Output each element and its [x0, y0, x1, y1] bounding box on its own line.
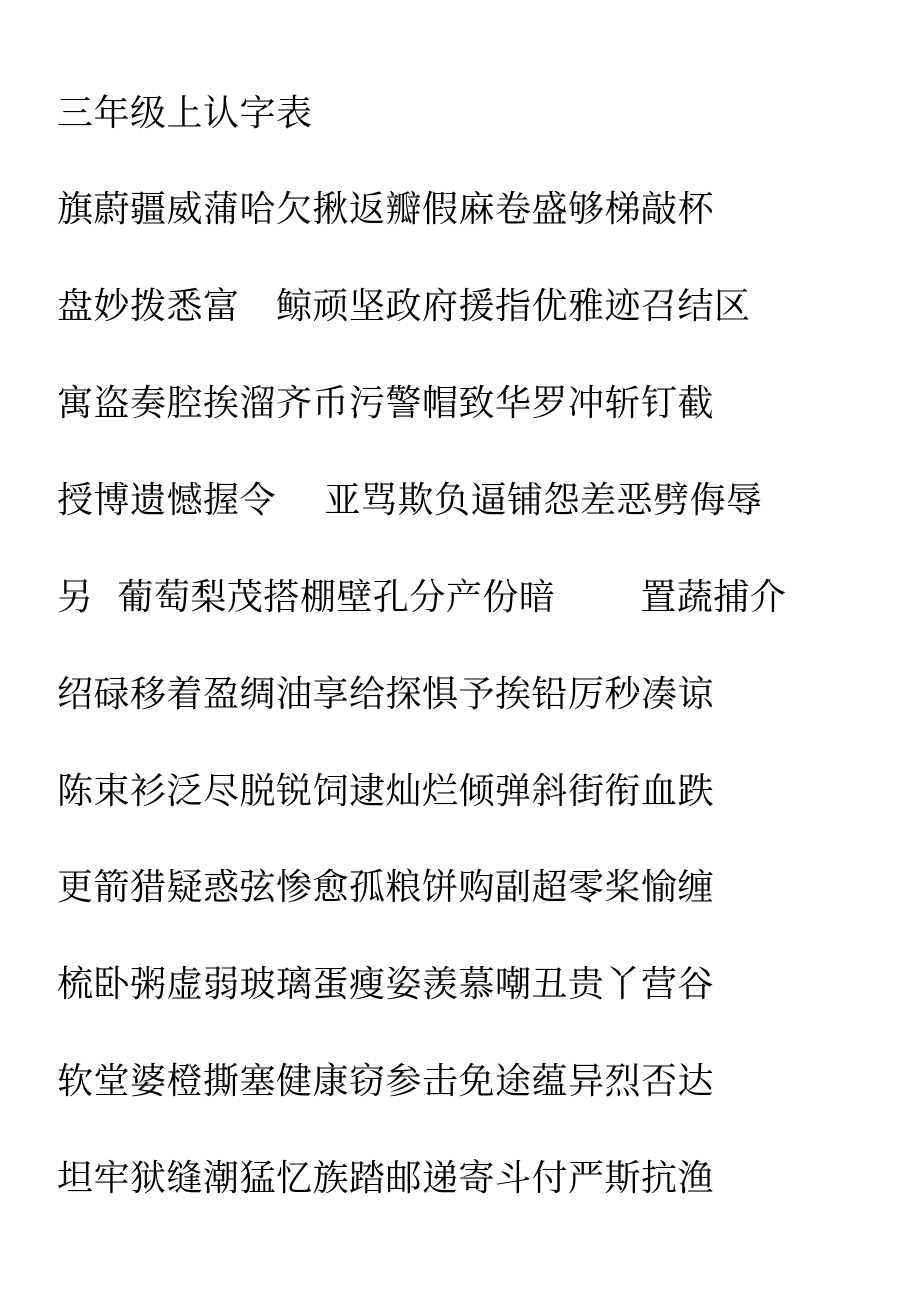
character-row: 授博遗憾握令 亚骂欺负逼铺怨差恶劈侮辱: [57, 480, 763, 521]
character-row: 盘妙拨悉富 鲸顽坚政府援指优雅迹召结区: [57, 286, 751, 327]
character-row: 更箭猎疑惑弦惨愈孤粮饼购副超零桨愉缠: [57, 867, 715, 908]
character-row: 旗蔚疆威蒲哈欠揪返瓣假麻卷盛够梯敲杯: [57, 189, 715, 230]
character-row: 绍碌移着盈绸油享给探惧予挨铅厉秒凑谅: [57, 674, 715, 715]
character-row: 梳卧粥虚弱玻璃蛋瘦姿羡慕嘲丑贵丫营谷: [57, 964, 715, 1005]
page-title: 三年级上认字表: [57, 93, 313, 134]
character-row: 坦牢狱缝潮猛忆族踏邮递寄斗付严斯抗渔: [57, 1158, 715, 1199]
character-row: 寓盗奏腔挨溜齐币污警帽致华罗冲斩钉截: [57, 383, 715, 424]
character-row: 软堂婆橙撕塞健康窃参击免途蕴异烈否达: [57, 1061, 715, 1102]
character-row: 陈束衫泛尽脱锐饲逮灿烂倾弹斜街衔血跌: [57, 771, 715, 812]
character-row: 另 葡萄梨茂搭棚壁孔分产份暗 置蔬捕介: [57, 577, 787, 618]
